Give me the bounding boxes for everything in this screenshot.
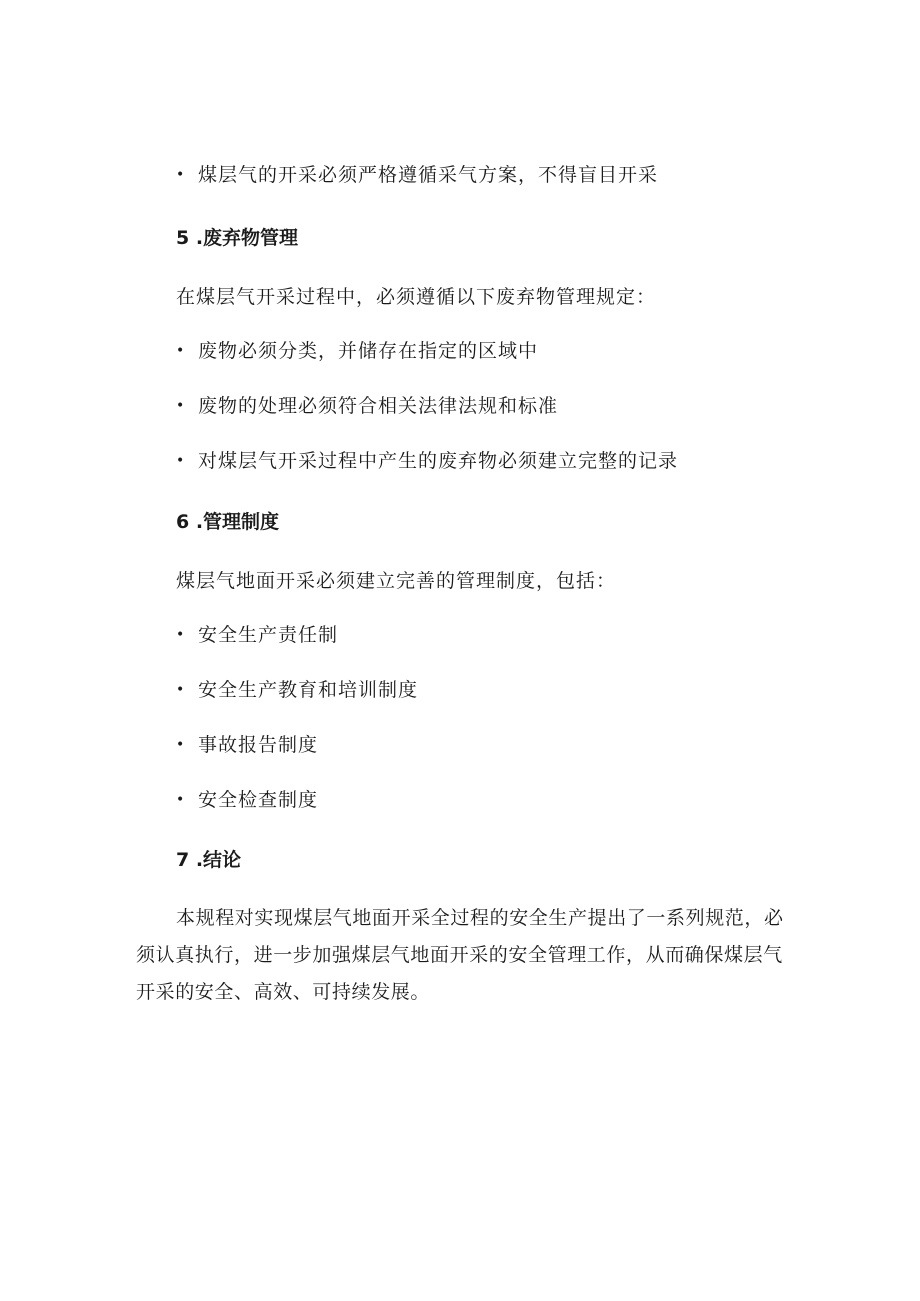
section-intro: 在煤层气开采过程中，必须遵循以下废弃物管理规定：	[176, 286, 657, 308]
list-item	[176, 678, 418, 702]
list-item-text: 安全检查制度	[198, 789, 319, 811]
list-item	[176, 394, 558, 418]
bullet-icon: •	[176, 167, 186, 183]
bullet-icon: •	[176, 453, 186, 469]
list-item	[176, 339, 538, 363]
bullet-icon: •	[176, 792, 186, 808]
list-item	[176, 449, 678, 473]
bullet-icon: •	[176, 343, 186, 359]
conclusion-text: 本规程对实现煤层气地面开采全过程的安全生产提出了一系列规范，必须认真执行，进一步加强煤层气地面开采的安全管理工作，从而确保煤层气开采的安全、高效、可持续发展。	[136, 907, 784, 1003]
list-item	[176, 623, 338, 647]
bullet-icon: •	[176, 737, 186, 753]
list-item-text: 安全生产责任制	[198, 624, 339, 646]
list-item	[176, 163, 658, 187]
list-item-text: 事故报告制度	[198, 734, 319, 756]
list-item-text: 废物的处理必须符合相关法律法规和标准	[198, 395, 559, 417]
bullet-icon: •	[176, 398, 186, 414]
list-item-text: 煤层气的开采必须严格遵循采气方案，不得盲目开采	[198, 164, 659, 186]
bullet-icon: •	[176, 627, 186, 643]
section-heading-conclusion: 7 .结论	[176, 849, 242, 871]
list-item	[176, 788, 318, 812]
list-item-text: 对煤层气开采过程中产生的废弃物必须建立完整的记录	[198, 450, 679, 472]
bullet-icon: •	[176, 682, 186, 698]
list-item-text: 废物必须分类，并储存在指定的区域中	[198, 340, 539, 362]
list-item-text: 安全生产教育和培训制度	[198, 679, 419, 701]
section-heading-management-system: 6 .管理制度	[176, 511, 280, 533]
section-heading-waste-management: 5 .废弃物管理	[176, 227, 299, 249]
list-item	[176, 733, 318, 757]
section-intro: 煤层气地面开采必须建立完善的管理制度，包括：	[176, 570, 617, 592]
conclusion-paragraph	[136, 900, 786, 1011]
